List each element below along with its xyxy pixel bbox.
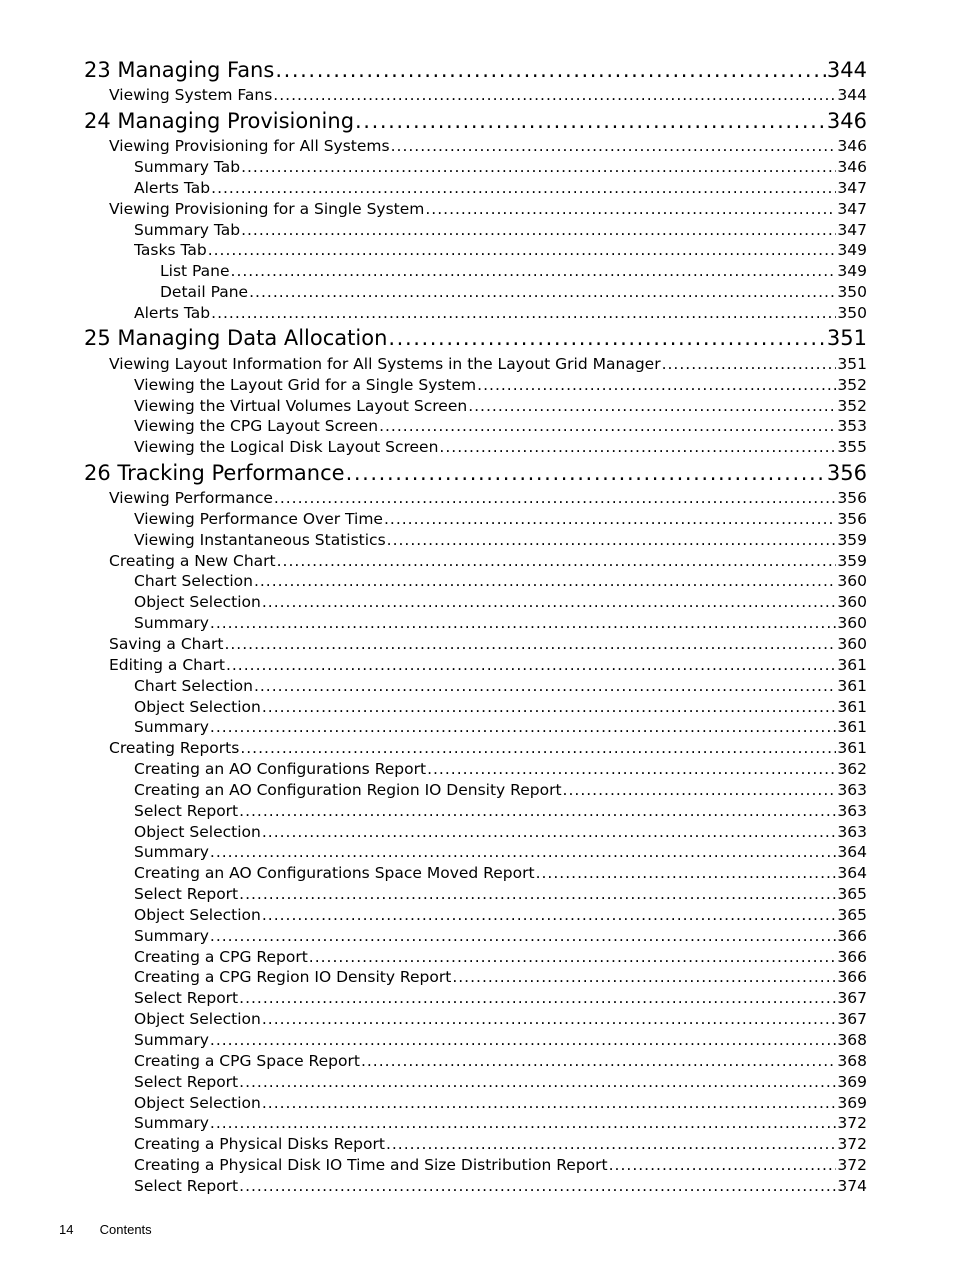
footer-page-number: 14 — [59, 1222, 74, 1237]
toc-entry[interactable] — [134, 1113, 867, 1134]
toc-entry[interactable] — [109, 654, 867, 675]
toc-entry-title: Chart Selection — [134, 572, 253, 591]
toc-entry-title: Select Report — [134, 989, 239, 1008]
toc-entry-page-number: 369 — [837, 1072, 867, 1091]
toc-entry-title: Viewing Instantaneous Statistics — [134, 530, 386, 549]
toc-entry[interactable] — [134, 157, 867, 178]
toc-entry[interactable] — [134, 1155, 867, 1176]
toc-entry-title: Summary — [134, 718, 209, 737]
toc-entry-title: Alerts Tab — [134, 178, 211, 197]
toc-entry-title: Creating a CPG Region IO Density Report — [134, 968, 452, 987]
toc-entry-page-number: 350 — [837, 283, 867, 302]
toc-entry-title: Summary Tab — [134, 158, 241, 177]
toc-entry-title: Summary — [134, 1114, 209, 1133]
toc-entry[interactable] — [134, 592, 867, 613]
toc-entry-page-number: 353 — [837, 417, 867, 436]
toc-entry-page-number: 360 — [837, 614, 867, 633]
toc-entry-title: Alerts Tab — [134, 304, 211, 323]
toc-entry-page-number: 350 — [837, 304, 867, 323]
toc-entry[interactable] — [134, 240, 867, 261]
toc-entry-title: Select Report — [134, 1072, 239, 1091]
toc-dot-leader — [210, 1031, 837, 1049]
toc-entry-title: Object Selection — [134, 1093, 261, 1112]
toc-dot-leader — [425, 200, 836, 218]
toc-dot-leader — [379, 417, 836, 435]
toc-entry-title: Object Selection — [134, 822, 261, 841]
toc-entry-title: Summary — [134, 1031, 209, 1050]
toc-entry-title: Object Selection — [134, 697, 261, 716]
toc-entry[interactable] — [134, 675, 867, 696]
toc-entry-title: Viewing System Fans — [109, 86, 273, 105]
toc-entry-page-number: 359 — [837, 551, 867, 570]
toc-dot-leader — [239, 1177, 836, 1195]
toc-dot-leader — [249, 283, 836, 301]
toc-dot-leader — [262, 698, 837, 716]
toc-dot-leader — [563, 781, 837, 799]
toc-dot-leader — [239, 802, 836, 820]
toc-entry-title: Creating Reports — [109, 739, 240, 758]
toc-entry-page-number: 363 — [837, 822, 867, 841]
toc-entry-page-number: 347 — [837, 220, 867, 239]
toc-dot-leader — [262, 1010, 837, 1028]
toc-entry-page-number: 347 — [837, 199, 867, 218]
toc-entry[interactable] — [134, 529, 867, 550]
toc-dot-leader — [273, 86, 836, 104]
toc-entry[interactable] — [134, 946, 867, 967]
toc-dot-leader — [274, 489, 837, 507]
toc-entry[interactable] — [134, 988, 867, 1009]
toc-entry[interactable] — [134, 571, 867, 592]
toc-entry-title: Viewing the CPG Layout Screen — [134, 417, 379, 436]
toc-entry-title: Viewing Layout Information for All Systems in the Layout Grid Manager — [109, 354, 661, 373]
toc-entry-title: Summary — [134, 614, 209, 633]
toc-entry[interactable] — [134, 374, 867, 395]
toc-entry-title: Editing a Chart — [109, 655, 225, 674]
toc-chapter-entry[interactable] — [84, 106, 867, 136]
toc-entry-title: Viewing the Virtual Volumes Layout Screen — [134, 396, 468, 415]
toc-entry-page-number: 365 — [837, 885, 867, 904]
toc-entry-title: 24 Managing Provisioning — [84, 108, 355, 133]
toc-dot-leader — [211, 304, 836, 322]
toc-entry[interactable] — [134, 395, 867, 416]
toc-entry-page-number: 349 — [837, 262, 867, 281]
toc-entry-page-number: 368 — [837, 1051, 867, 1070]
toc-dot-leader — [468, 397, 836, 415]
toc-entry[interactable] — [109, 198, 867, 219]
toc-entry-page-number: 366 — [837, 968, 867, 987]
toc-dot-leader — [239, 1073, 836, 1091]
toc-entry-page-number: 360 — [837, 593, 867, 612]
toc-entry[interactable] — [134, 437, 867, 458]
toc-entry-title: Viewing Provisioning for a Single System — [109, 199, 425, 218]
toc-entry[interactable] — [134, 1009, 867, 1030]
toc-chapter-entry[interactable] — [84, 323, 867, 353]
toc-entry-title: Creating a CPG Space Report — [134, 1051, 360, 1070]
toc-entry-page-number: 346 — [837, 158, 867, 177]
toc-dot-leader — [239, 885, 836, 903]
toc-entry-title: Viewing Provisioning for All Systems — [109, 137, 390, 156]
toc-dot-leader — [241, 221, 836, 239]
toc-entry-title: Summary — [134, 843, 209, 862]
toc-dot-leader — [254, 572, 836, 590]
toc-dot-leader — [240, 739, 836, 757]
toc-entry-page-number: 364 — [837, 864, 867, 883]
toc-entry-page-number: 369 — [837, 1093, 867, 1112]
toc-entry-page-number: 360 — [837, 572, 867, 591]
toc-entry[interactable] — [134, 925, 867, 946]
toc-entry-title: Select Report — [134, 1176, 239, 1195]
toc-entry[interactable] — [134, 1176, 867, 1197]
toc-entry-title: Viewing Performance — [109, 489, 273, 508]
toc-entry[interactable] — [109, 550, 867, 571]
toc-entry-page-number: 361 — [837, 655, 867, 674]
toc-entry-page-number: 372 — [837, 1156, 867, 1175]
toc-entry-page-number: 356 — [826, 460, 867, 485]
toc-dot-leader — [254, 677, 836, 695]
toc-dot-leader — [210, 843, 837, 861]
toc-dot-leader — [226, 656, 836, 674]
toc-entry-title: Viewing Performance Over Time — [134, 509, 383, 528]
toc-entry-title: Summary — [134, 926, 209, 945]
toc-entry-page-number: 366 — [837, 926, 867, 945]
toc-dot-leader — [211, 179, 836, 197]
toc-dot-leader — [239, 989, 836, 1007]
toc-entry[interactable] — [134, 1092, 867, 1113]
toc-entry-title: Select Report — [134, 801, 239, 820]
toc-entry-page-number: 367 — [837, 1010, 867, 1029]
toc-entry[interactable] — [134, 842, 867, 863]
toc-chapter-entry[interactable] — [84, 55, 867, 85]
toc-entry[interactable] — [134, 416, 867, 437]
footer-section-label: Contents — [99, 1222, 152, 1237]
toc-entry-page-number: 361 — [837, 739, 867, 758]
toc-entry-title: Object Selection — [134, 905, 261, 924]
toc-entry-title: Saving a Chart — [109, 634, 224, 653]
toc-dot-leader — [391, 137, 837, 155]
toc-entry-title: 26 Tracking Performance — [84, 460, 345, 485]
toc-entry[interactable] — [134, 303, 867, 324]
toc-entry[interactable] — [134, 800, 867, 821]
toc-entry-page-number: 364 — [837, 843, 867, 862]
toc-dot-leader — [210, 614, 837, 632]
toc-entry[interactable] — [134, 1030, 867, 1051]
toc-entry[interactable] — [134, 717, 867, 738]
toc-dot-leader — [262, 593, 837, 611]
toc-entry[interactable] — [134, 178, 867, 199]
toc-entry-title: Creating an AO Configurations Report — [134, 760, 427, 779]
toc-entry[interactable] — [134, 967, 867, 988]
toc-entry[interactable] — [160, 282, 867, 303]
toc-entry-title: Object Selection — [134, 1010, 261, 1029]
toc-entry-page-number: 346 — [826, 108, 867, 133]
toc-dot-leader — [662, 355, 837, 373]
toc-entry-title: Creating a CPG Report — [134, 947, 308, 966]
toc-entry-title: Select Report — [134, 885, 239, 904]
toc-entry[interactable] — [134, 905, 867, 926]
toc-entry[interactable] — [109, 488, 867, 509]
toc-entry-title: 25 Managing Data Allocation — [84, 326, 388, 351]
toc-entry[interactable] — [109, 738, 867, 759]
toc-entry-page-number: 363 — [837, 801, 867, 820]
toc-entry-page-number: 346 — [837, 137, 867, 156]
toc-entry[interactable] — [134, 509, 867, 530]
toc-entry-page-number: 356 — [837, 489, 867, 508]
toc-entry-page-number: 352 — [837, 375, 867, 394]
toc-dot-leader — [609, 1156, 837, 1174]
toc-entry-title: Creating a Physical Disk IO Time and Size Distribution Report — [134, 1156, 608, 1175]
toc-entry-page-number: 372 — [837, 1135, 867, 1154]
toc-dot-leader — [277, 552, 837, 570]
toc-entry-title: 23 Managing Fans — [84, 58, 275, 82]
page-footer — [59, 1222, 152, 1237]
toc-entry-title: Detail Pane — [160, 283, 249, 302]
toc-dot-leader — [231, 262, 837, 280]
toc-chapter-entry[interactable] — [84, 458, 867, 488]
toc-entry-title: Creating a New Chart — [109, 551, 276, 570]
toc-entry-title: Tasks Tab — [134, 241, 207, 260]
toc-dot-leader — [346, 461, 826, 485]
toc-entry-page-number: 344 — [837, 86, 867, 105]
toc-entry-page-number: 361 — [837, 718, 867, 737]
toc-entry-title: Summary Tab — [134, 220, 241, 239]
toc-entry-page-number: 366 — [837, 947, 867, 966]
toc-entry-page-number: 361 — [837, 676, 867, 695]
toc-entry[interactable] — [134, 1050, 867, 1071]
toc-entry[interactable] — [109, 634, 867, 655]
toc-entry-page-number: 351 — [826, 326, 867, 351]
toc-dot-leader — [309, 948, 837, 966]
toc-dot-leader — [241, 158, 836, 176]
table-of-contents — [0, 55, 954, 1196]
toc-dot-leader — [387, 531, 837, 549]
toc-entry-title: Creating a Physical Disks Report — [134, 1135, 385, 1154]
toc-dot-leader — [210, 927, 837, 945]
toc-entry-page-number: 352 — [837, 396, 867, 415]
toc-entry[interactable] — [160, 261, 867, 282]
toc-entry-page-number: 359 — [837, 530, 867, 549]
toc-entry-page-number: 349 — [837, 241, 867, 260]
toc-entry-title: Viewing the Layout Grid for a Single System — [134, 375, 477, 394]
toc-dot-leader — [452, 968, 836, 986]
toc-entry[interactable] — [109, 353, 867, 374]
toc-dot-leader — [275, 58, 826, 82]
toc-dot-leader — [210, 1114, 837, 1132]
toc-entry-title: Object Selection — [134, 593, 261, 612]
toc-dot-leader — [536, 864, 837, 882]
toc-entry[interactable] — [134, 863, 867, 884]
toc-dot-leader — [210, 718, 837, 736]
toc-entry[interactable] — [134, 219, 867, 240]
toc-entry[interactable] — [134, 821, 867, 842]
toc-dot-leader — [388, 326, 826, 350]
toc-entry-page-number: 361 — [837, 697, 867, 716]
toc-entry-page-number: 363 — [837, 780, 867, 799]
toc-entry-page-number: 374 — [837, 1176, 867, 1195]
toc-entry-page-number: 347 — [837, 178, 867, 197]
toc-entry-page-number: 360 — [837, 634, 867, 653]
toc-entry-page-number: 367 — [837, 989, 867, 1008]
toc-dot-leader — [208, 241, 837, 259]
toc-entry-page-number: 372 — [837, 1114, 867, 1133]
toc-dot-leader — [477, 376, 836, 394]
toc-entry[interactable] — [134, 779, 867, 800]
toc-entry-page-number: 368 — [837, 1031, 867, 1050]
toc-entry-page-number: 356 — [837, 509, 867, 528]
toc-entry-title: Viewing the Logical Disk Layout Screen — [134, 438, 439, 457]
toc-entry-page-number: 344 — [826, 58, 867, 82]
toc-entry[interactable] — [134, 1071, 867, 1092]
toc-entry[interactable] — [134, 759, 867, 780]
toc-entry[interactable] — [109, 136, 867, 157]
toc-dot-leader — [384, 510, 836, 528]
toc-dot-leader — [439, 438, 836, 456]
toc-dot-leader — [361, 1052, 836, 1070]
toc-entry[interactable] — [134, 1134, 867, 1155]
toc-entry[interactable] — [134, 884, 867, 905]
toc-entry-title: Creating an AO Configuration Region IO Density Report — [134, 780, 562, 799]
toc-entry-title: Chart Selection — [134, 676, 253, 695]
toc-entry-page-number: 365 — [837, 905, 867, 924]
toc-dot-leader — [386, 1135, 836, 1153]
toc-entry-page-number: 351 — [837, 354, 867, 373]
toc-dot-leader — [262, 823, 837, 841]
toc-dot-leader — [427, 760, 836, 778]
toc-dot-leader — [224, 635, 836, 653]
toc-dot-leader — [262, 1094, 837, 1112]
toc-entry-title: Creating an AO Configurations Space Moved Report — [134, 864, 535, 883]
toc-dot-leader — [355, 109, 826, 133]
toc-entry-page-number: 362 — [837, 760, 867, 779]
toc-dot-leader — [262, 906, 837, 924]
toc-entry[interactable] — [134, 613, 867, 634]
toc-entry[interactable] — [109, 85, 867, 106]
toc-entry-page-number: 355 — [837, 438, 867, 457]
toc-entry[interactable] — [134, 696, 867, 717]
toc-entry-title: List Pane — [160, 262, 230, 281]
